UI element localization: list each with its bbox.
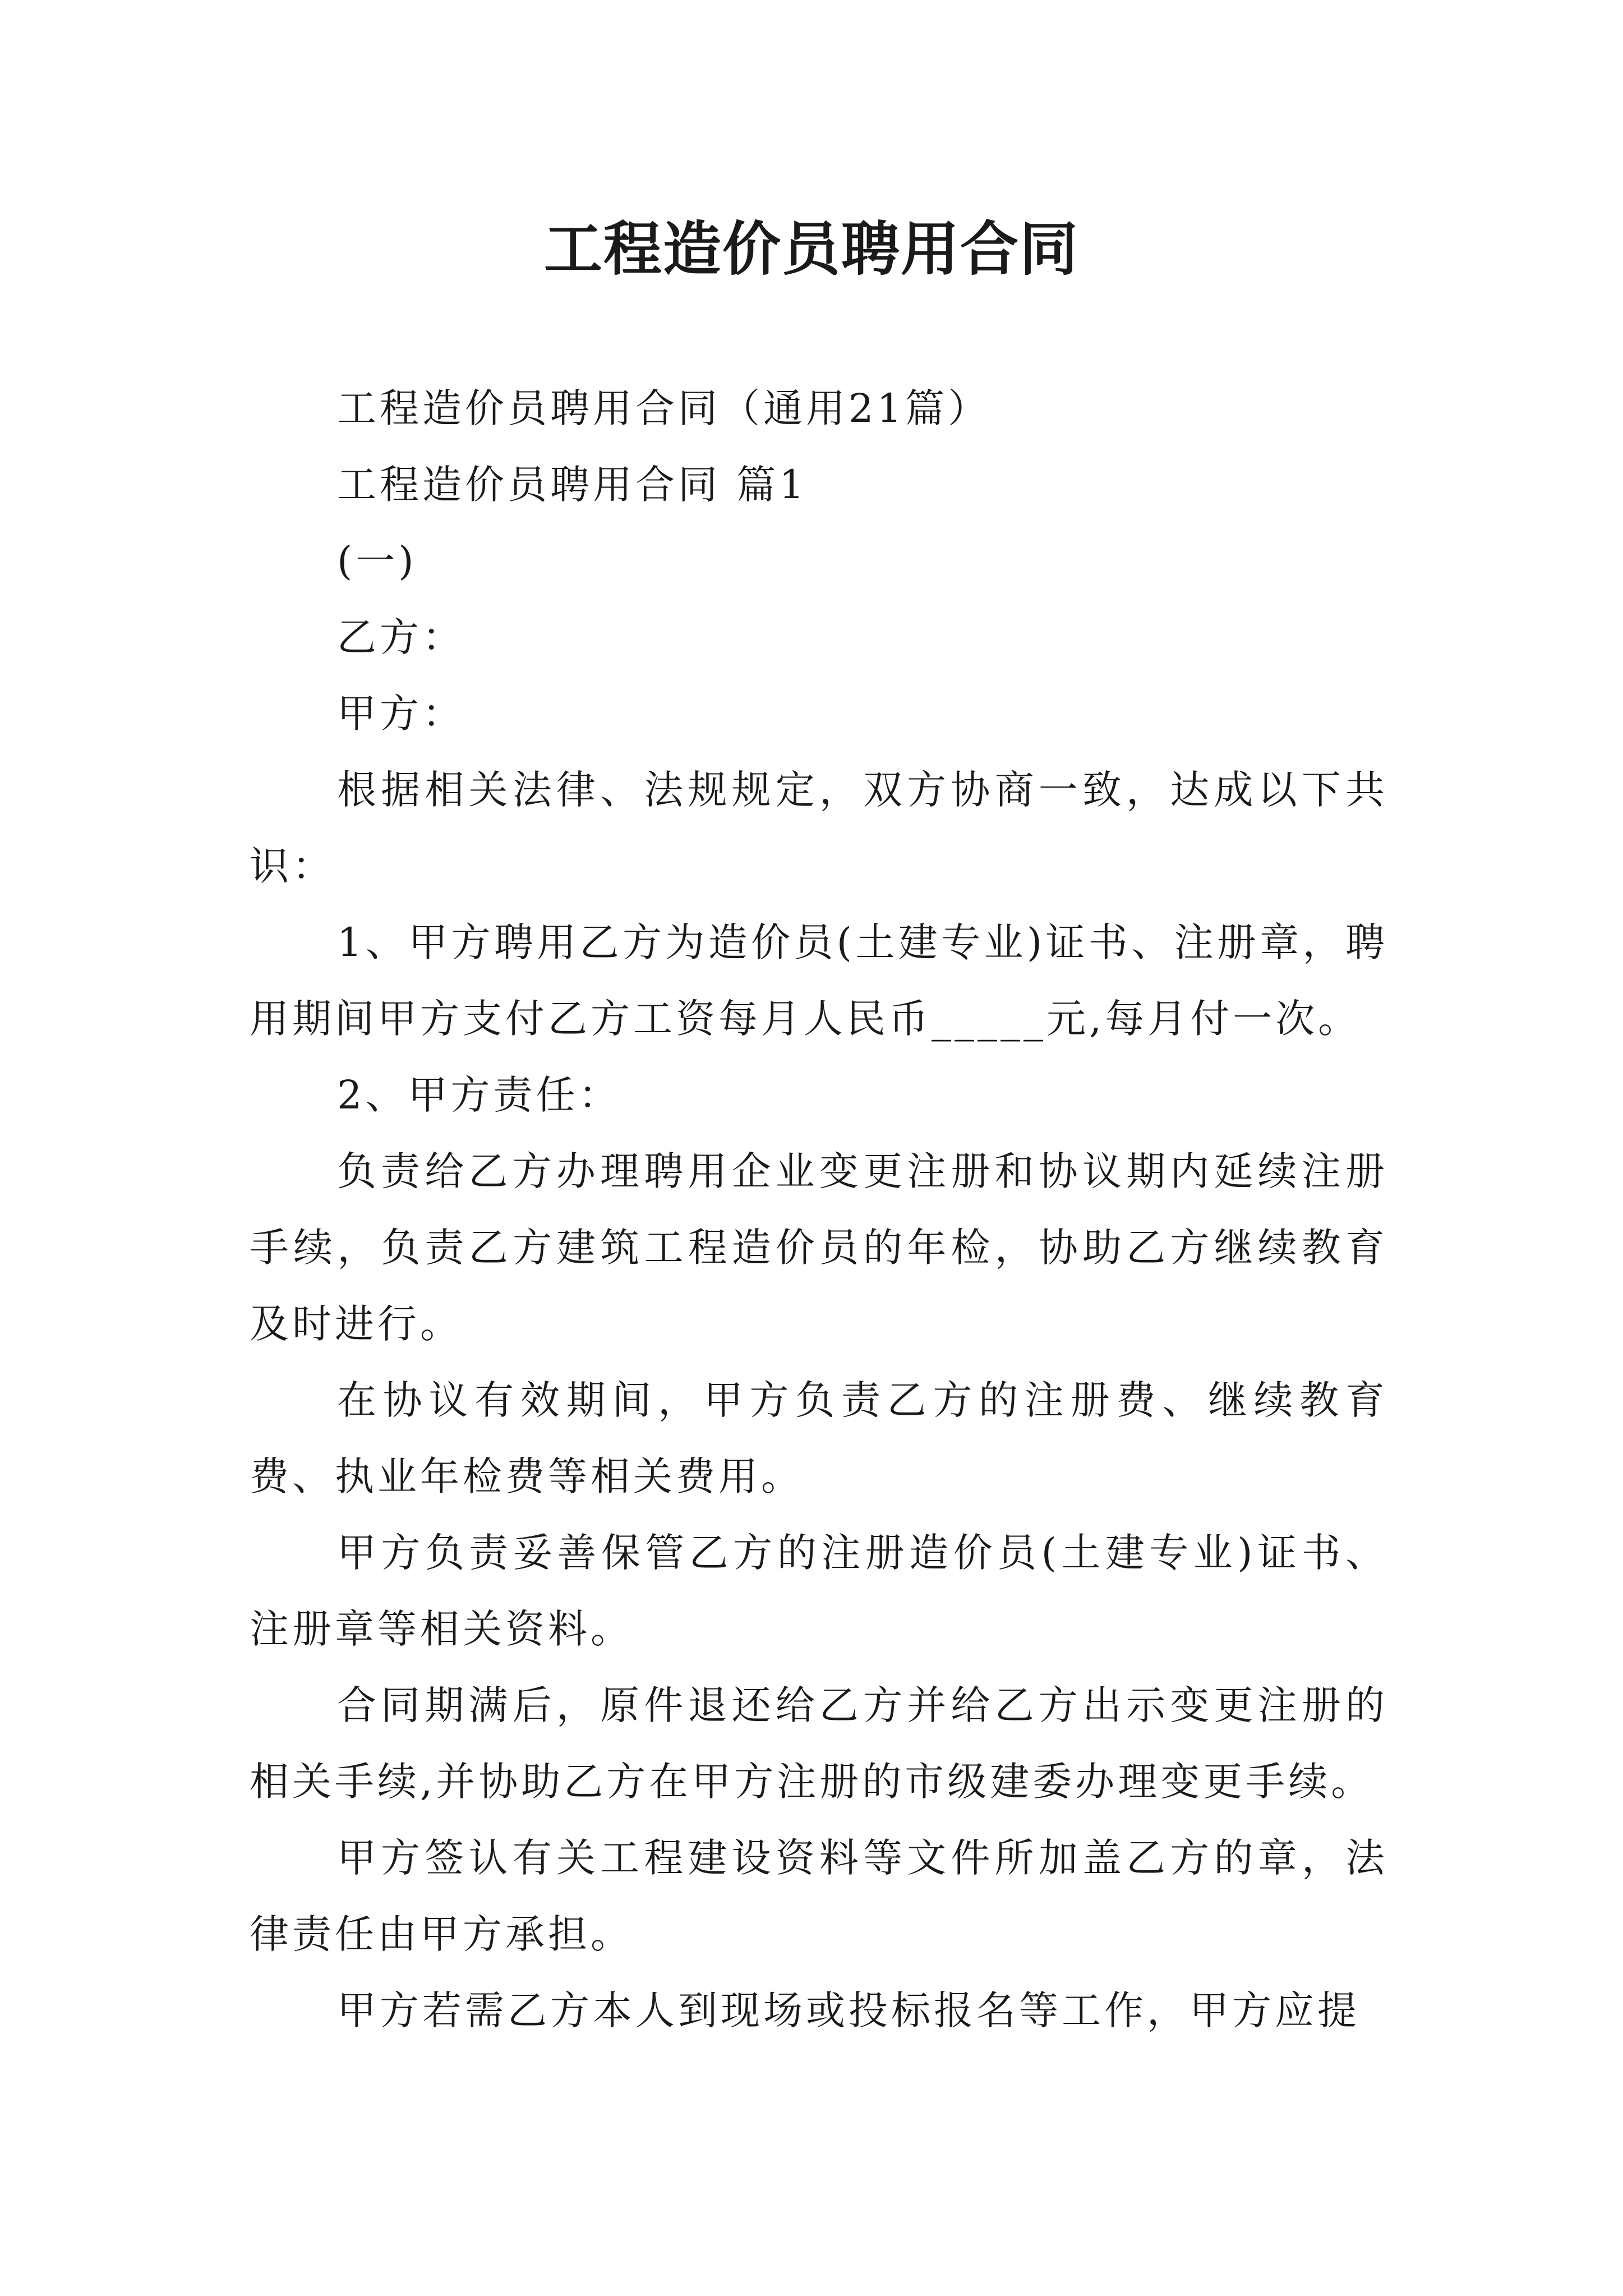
part-marker: (一) xyxy=(337,538,417,584)
document-title: 工程造价员聘用合同 xyxy=(543,215,1079,283)
paragraph: 甲方若需乙方本人到现场或投标报名等工作，甲方应提 xyxy=(337,1987,1360,2033)
paragraph: 甲方负责妥善保管乙方的注册造价员(土建专业)证书、注册章等相关资料。 xyxy=(250,1530,1388,1652)
paragraph: 负责给乙方办理聘用企业变更注册和协议期内延续注册手续，负责乙方建筑工程造价员的年检，协助乙方继续教育及时进行。 xyxy=(250,1148,1388,1347)
paragraph: 根据相关法律、法规规定，双方协商一致，达成以下共识： xyxy=(250,767,1388,889)
document-body xyxy=(250,370,1388,2049)
party-a-label: 甲方： xyxy=(337,691,465,737)
paragraph: 在协议有效期间，甲方负责乙方的注册费、继续教育费、执业年检费等相关费用。 xyxy=(250,1377,1388,1499)
paragraph: 1、甲方聘用乙方为造价员(土建专业)证书、注册章，聘用期间甲方支付乙方工资每月人民币_____元,每月付一次。 xyxy=(250,919,1388,1042)
paragraph: 合同期满后，原件退还给乙方并给乙方出示变更注册的相关手续,并协助乙方在甲方注册的市级建委办理变更手续。 xyxy=(250,1682,1388,1805)
paragraph: 2、甲方责任： xyxy=(337,1072,621,1118)
party-b-label: 乙方： xyxy=(337,614,465,660)
section-heading: 工程造价员聘用合同 篇1 xyxy=(337,462,808,508)
paragraph: 甲方签认有关工程建设资料等文件所加盖乙方的章，法律责任由甲方承担。 xyxy=(250,1835,1388,1957)
document-subtitle: 工程造价员聘用合同（通用21篇） xyxy=(337,385,991,431)
